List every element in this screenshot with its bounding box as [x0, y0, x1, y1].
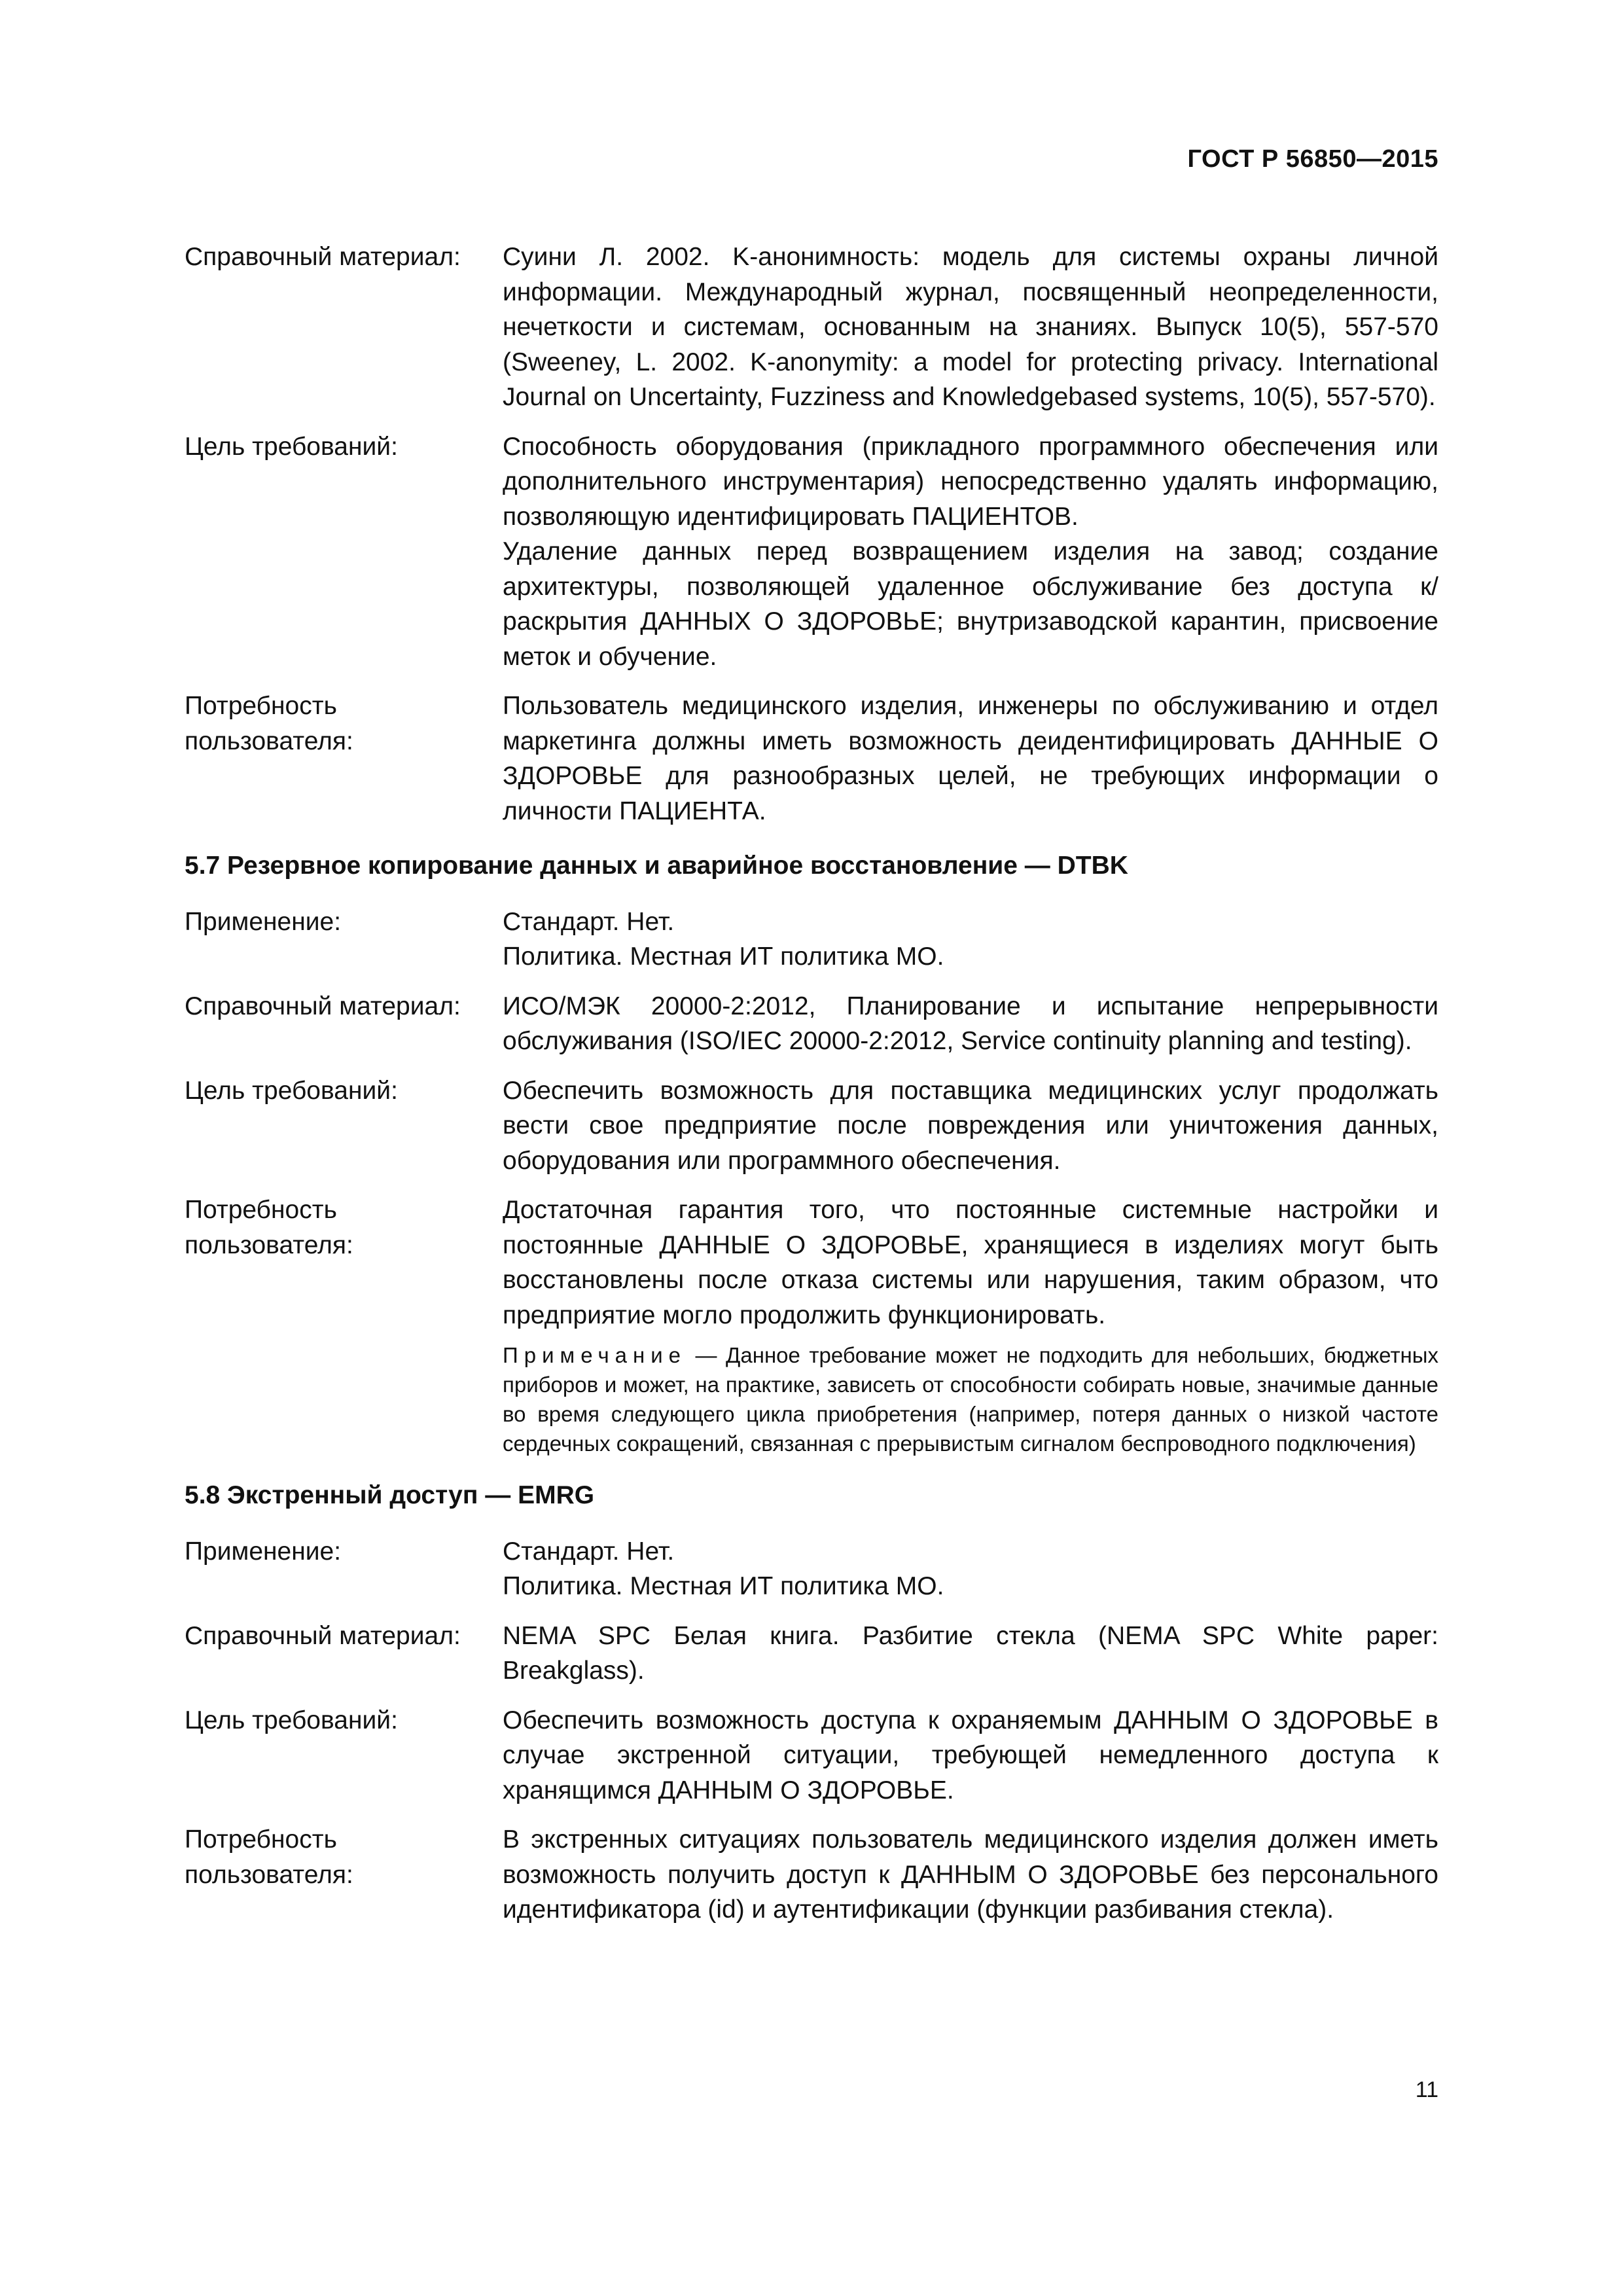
application-row: [185, 1534, 1438, 1604]
row-label: Потребность пользователя:: [185, 692, 353, 755]
user-need-row: [185, 689, 1438, 829]
section-title-5-8: 5.8 Экстренный доступ — EMRG: [185, 1481, 595, 1509]
row-value: [503, 429, 1438, 675]
application-row: [185, 905, 1438, 975]
purpose-row: [185, 1703, 1438, 1808]
purpose-row: [185, 1073, 1438, 1179]
row-text: Стандарт. Нет.: [503, 1537, 675, 1566]
row-text: Способность оборудования (прикладного программного обеспечения или дополнительного инструментария) непосредственно удалять информацию, позволяющую идентифицировать ПАЦИЕНТОВ.: [503, 432, 1438, 531]
row-text: Политика. Местная ИТ политика МО.: [503, 942, 944, 971]
row-text: Удаление данных перед возвращением изделия на завод; создание архитектуры, позволяющей удаленное обслуживание без доступа к/раскрытия ДАННЫХ О ЗДОРОВЬЕ; внутризаводской карантин, присвоение меток и обучение.: [503, 537, 1438, 671]
note-label: Примечание: [503, 1343, 687, 1367]
row-value: [503, 989, 1438, 1059]
row-text: Суини Л. 2002. K-анонимность: модель для системы охраны личной информации. Международный журнал, посвященный неопределенности, нечеткости и системам, основанным на знаниях. Выпуск 10(5), 557-570 (Sweeney, L. 2002. K-anonymity: a model for protecting privacy. International Journal on Uncertainty, Fuzziness and Knowledgebased systems, 10(5), 557-570).: [503, 243, 1438, 411]
row-label: Цель требований:: [185, 1706, 398, 1734]
reference-row: [185, 240, 1438, 415]
note-text: — Данное требование может не подходить для небольших, бюджетных приборов и может, на практике, зависеть от способности собирать новые, значимые данные во время следующего цикла приобретения (например, потеря данных о низкой частоте сердечных сокращений, связанная с прерывистым сигналом беспроводного подключения): [503, 1343, 1438, 1456]
row-value: [503, 1703, 1438, 1808]
row-value: [503, 689, 1438, 829]
row-value: [503, 1619, 1438, 1689]
row-label: Потребность пользователя:: [185, 1825, 353, 1889]
row-text: Политика. Местная ИТ политика МО.: [503, 1572, 944, 1600]
row-value: [503, 1822, 1438, 1928]
row-label: Цель требований:: [185, 432, 398, 461]
row-text: Пользователь медицинского изделия, инженеры по обслуживанию и отдел маркетинга должны иметь возможность деидентифицировать ДАННЫЕ О ЗДОРОВЬЕ для разнообразных целей, не требующих информации о личности ПАЦИЕНТА.: [503, 692, 1438, 825]
row-value: [503, 1534, 1438, 1604]
document-body: [185, 240, 1438, 1942]
row-text: Обеспечить возможность доступа к охраняемым ДАННЫМ О ЗДОРОВЬЕ в случае экстренной ситуации, требующей немедленного доступа к хранящимся ДАННЫМ О ЗДОРОВЬЕ.: [503, 1706, 1438, 1804]
row-text: ИСО/МЭК 20000-2:2012, Планирование и испытание непрерывности обслуживания (ISO/IEC 20000-2:2012, Service continuity planning and testing).: [503, 992, 1438, 1055]
row-label: Цель требований:: [185, 1076, 398, 1105]
row-text: Достаточная гарантия того, что постоянные системные настройки и постоянные ДАННЫЕ О ЗДОРОВЬЕ, хранящиеся в изделиях могут быть восстановлены после отказа системы или нарушения, таким образом, что предприятие могло продолжить функционировать.: [503, 1196, 1438, 1329]
row-label: Потребность пользователя:: [185, 1196, 353, 1259]
reference-row: [185, 1619, 1438, 1689]
note: [503, 1340, 1438, 1458]
row-label: Справочный материал:: [185, 992, 461, 1020]
row-text: NEMA SPC Белая книга. Разбитие стекла (NEMA SPC White paper: Breakglass).: [503, 1621, 1438, 1685]
row-text: Стандарт. Нет.: [503, 907, 675, 936]
row-text: Обеспечить возможность для поставщика медицинских услуг продолжать вести свое предприятие после повреждения или уничтожения данных, оборудования или программного обеспечения.: [503, 1076, 1438, 1175]
row-label: Справочный материал:: [185, 243, 461, 271]
user-need-row: [185, 1822, 1438, 1928]
purpose-row: [185, 429, 1438, 675]
document-header: ГОСТ Р 56850—2015: [1187, 145, 1438, 173]
page-number: 11: [1415, 2077, 1438, 2102]
row-value: [503, 1073, 1438, 1179]
row-text: В экстренных ситуациях пользователь медицинского изделия должен иметь возможность получить доступ к ДАННЫМ О ЗДОРОВЬЕ без персонального идентификатора (id) и аутентификации (функции разбивания стекла).: [503, 1825, 1438, 1924]
row-label: Справочный материал:: [185, 1621, 461, 1650]
user-need-row: [185, 1193, 1438, 1458]
row-value: [503, 905, 1438, 975]
row-label: Применение:: [185, 1537, 342, 1566]
section-title-5-7: 5.7 Резервное копирование данных и аварийное восстановление — DTBK: [185, 852, 1128, 880]
row-label: Применение:: [185, 907, 342, 936]
row-value: [503, 240, 1438, 415]
reference-row: [185, 989, 1438, 1059]
row-value: [503, 1193, 1438, 1458]
